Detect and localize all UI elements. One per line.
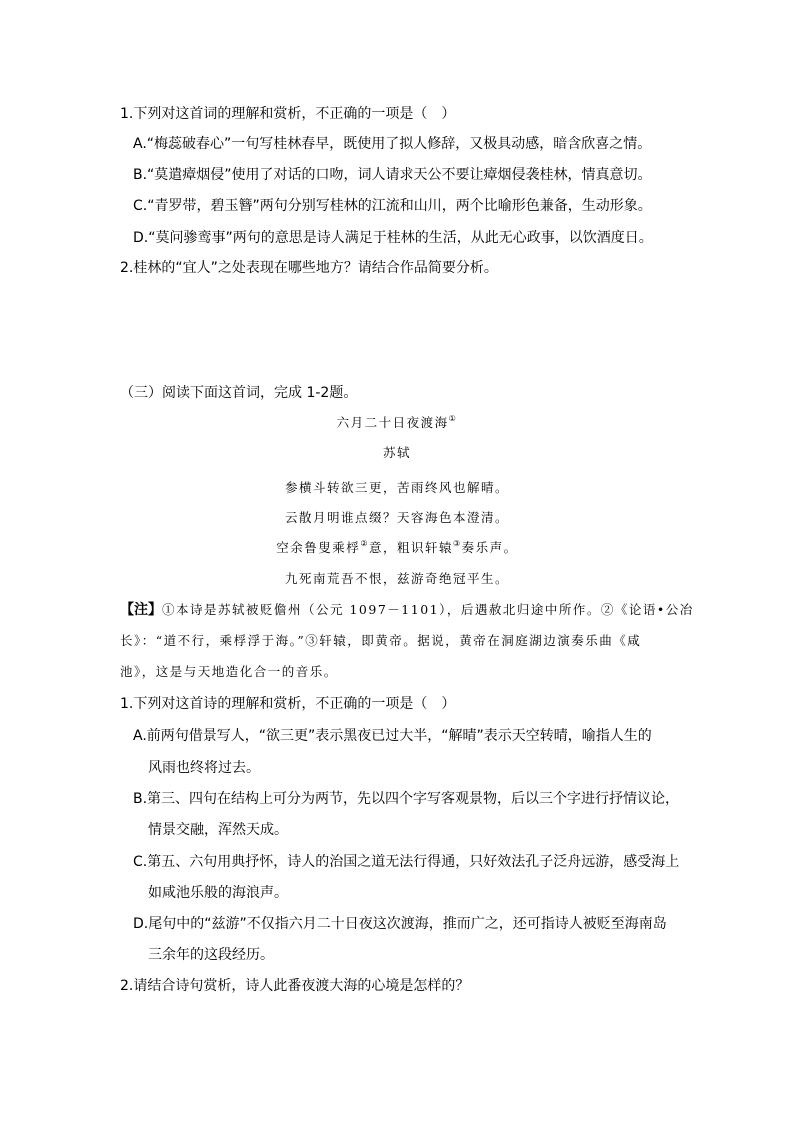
poem-line-1: 参横斗转欲三更，苦雨终风也解晴。 [284, 480, 509, 495]
question-1-option-d: D.“莫问骖鸾事”两句的意思是诗人满足于桂林的生活，从此无心政事，以饮酒度日。 [133, 230, 653, 246]
question-1-option-c: C.“青罗带，碧玉簪”两句分别写桂林的江流和山川，两个比喻形色兼备，生动形象。 [133, 198, 652, 214]
footnote-marker-2: ② [360, 539, 369, 548]
poem-question-1-option-c: C.第五、六句用典抒怀，诗人的治国之道无法行得通，只好效法孔子泛舟远游，感受海上 [133, 854, 680, 870]
poem-title-footnote-marker: ① [448, 414, 458, 423]
poem-question-2-stem: 2.请结合诗句赏析，诗人此番夜渡大海的心境是怎样的？ [120, 978, 470, 994]
poem-title: 六月二十日夜渡海① [336, 414, 458, 430]
poem-question-1-option-b: B.第三、四句在结构上可分为两节，先以四个字写客观景物，后以三个字进行抒情议论， [133, 791, 680, 807]
note-line-3: 池》，这是与天地造化合一的音乐。 [120, 664, 338, 679]
poem-question-1-option-a-cont: 风雨也终将过去。 [148, 760, 260, 776]
question-1-option-a: A.“梅蕊破春心”一句写桂林春早，既使用了拟人修辞，又极具动感，暗含欣喜之情。 [133, 136, 652, 152]
poem-question-1-option-d: D.尾句中的“兹游”不仅指六月二十日夜这次渡海，推而广之，还可指诗人被贬至海南岛 [133, 916, 667, 932]
poem-author: 苏轼 [382, 445, 411, 460]
poem-question-1-option-b-cont: 情景交融，浑然天成。 [148, 822, 288, 838]
note-line-1: 【注】①本诗是苏轼被贬儋州（公元 1097－1101），后遇赦北归途中所作。②《论语•公冶 [120, 602, 694, 618]
footnote-marker-3: ③ [453, 539, 462, 548]
section-intro: （三）阅读下面这首词，完成 1-2题。 [120, 385, 358, 401]
question-1-option-b: B.“莫遣瘴烟侵”使用了对话的口吻，词人请求天公不要让瘴烟侵袭桂林，情真意切。 [133, 167, 652, 183]
poem-line-2: 云散月明谁点缀？天容海色本澄清。 [284, 510, 509, 525]
note-label: 【注】 [120, 602, 162, 618]
question-2-stem: 2.桂林的“宜人”之处表现在哪些地方？请结合作品简要分析。 [120, 260, 498, 276]
note-line-2: 长》：“道不行，乘桴浮于海。”③轩辕，即黄帝。据说，黄帝在洞庭湖边演奏乐曲《咸 [120, 633, 642, 648]
question-1-stem: 1.下列对这首词的理解和赏析，不正确的一项是（ ） [120, 106, 456, 122]
poem-line-4: 九死南荒吾不恨，兹游奇绝冠平生。 [284, 571, 509, 586]
poem-question-1-option-c-cont: 如咸池乐般的海浪声。 [148, 885, 288, 901]
poem-line-3: 空余鲁叟乘桴②意，粗识轩辕③奏乐声。 [276, 539, 518, 555]
poem-question-1-option-a: A.前两句借景写人，“欲三更”表示黑夜已过大半，“解晴”表示天空转晴，喻指人生的 [133, 728, 652, 744]
poem-question-1-option-d-cont: 三余年的这段经历。 [148, 947, 274, 963]
poem-question-1-stem: 1.下列对这首诗的理解和赏析，不正确的一项是（ ） [120, 696, 456, 712]
